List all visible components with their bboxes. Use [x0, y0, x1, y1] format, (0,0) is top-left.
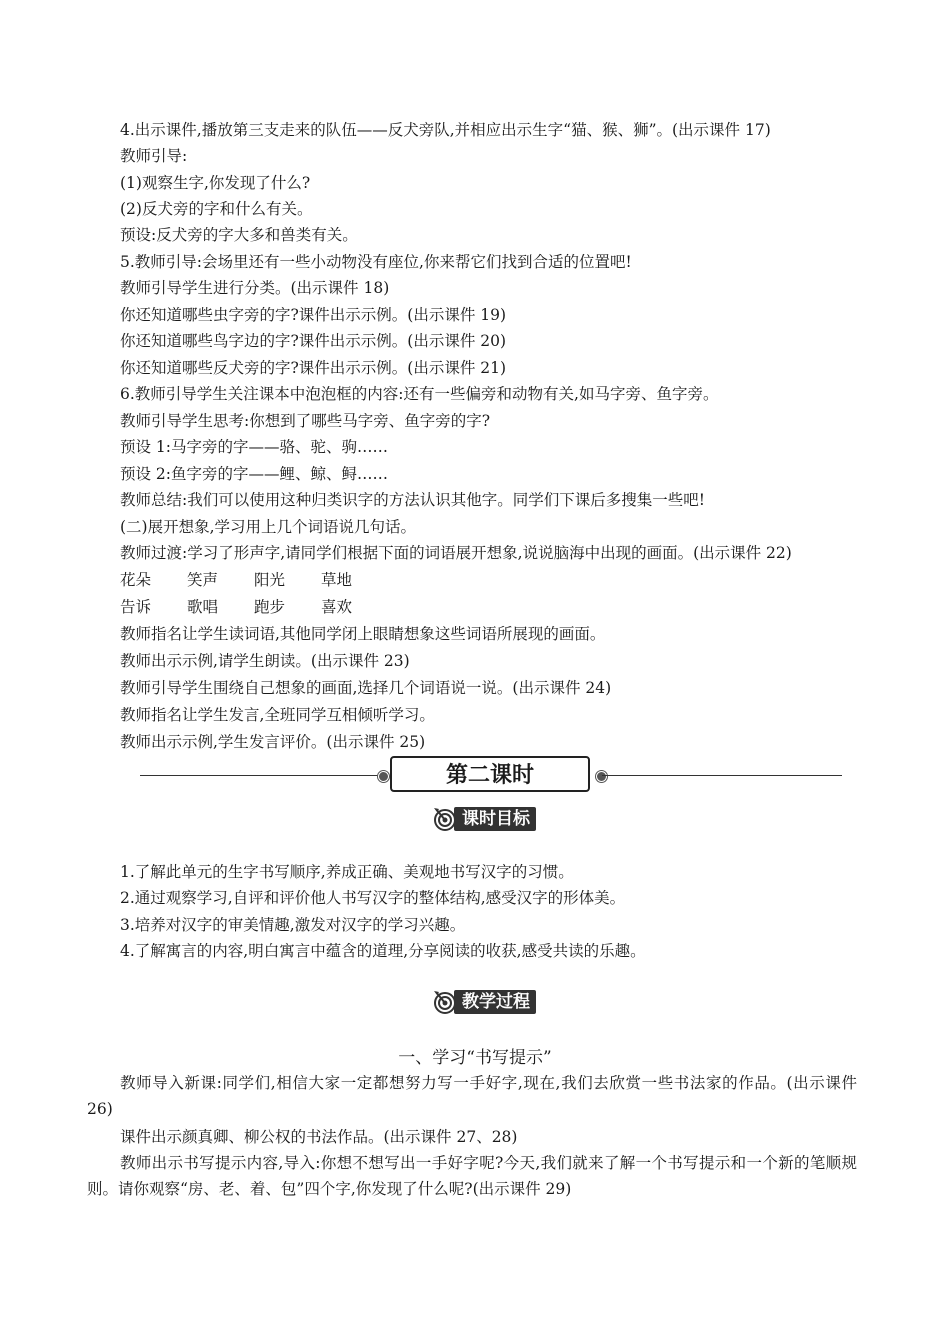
divider: [602, 775, 842, 776]
text-line: 预设 2:鱼字旁的字——鲤、鲸、鲟……: [120, 465, 389, 483]
word-row: [120, 594, 388, 620]
subsection-heading: (二)展开想象,学习用上几个词语说几句话。: [120, 518, 417, 536]
process-label: 教学过程: [454, 990, 536, 1014]
word: 花朵: [120, 571, 152, 589]
text-line: 教师引导学生围绕自己想象的画面,选择几个词语说一说。(出示课件 24): [120, 679, 612, 697]
paragraph: 教师出示书写提示内容,导入:你想不想写出一手好字呢?今天,我们就来了解一个书写提示和一个新的笔顺规则。请你观察“房、老、着、包”四个字,你发现了什么呢?(出示课件 29): [87, 1154, 857, 1198]
objective-item: 2.通过观察学习,自评和评价他人书写汉字的整体结构,感受汉字的形体美。: [120, 889, 626, 907]
paragraph: 课件出示颜真卿、柳公权的书法作品。(出示课件 27、28): [120, 1128, 518, 1146]
target-icon: [432, 806, 458, 832]
objective-item: 3.培养对汉字的审美情趣,激发对汉字的学习兴趣。: [120, 916, 466, 934]
word: 阳光: [254, 571, 286, 589]
text-line: 教师指名让学生发言,全班同学互相倾听学习。: [120, 706, 435, 724]
word: 告诉: [120, 598, 152, 616]
word: 笑声: [187, 571, 219, 589]
target-icon: [432, 989, 458, 1015]
text-line: 教师引导学生思考:你想到了哪些马字旁、鱼字旁的字?: [120, 412, 491, 430]
process-heading: 一、学习“书写提示”: [398, 1048, 552, 1068]
text-line: 教师过渡:学习了形声字,请同学们根据下面的词语展开想象,说说脑海中出现的画面。(出示课件 22): [120, 544, 792, 562]
text-line: 6.教师引导学生关注课本中泡泡框的内容:还有一些偏旁和动物有关,如马字旁、鱼字旁。: [120, 385, 719, 403]
text-line: 你还知道哪些鸟字边的字?课件出示示例。(出示课件 20): [120, 332, 507, 350]
word: 喜欢: [321, 598, 353, 616]
section-title: 第二课时: [390, 756, 590, 792]
word: 歌唱: [187, 598, 219, 616]
divider: [140, 775, 380, 776]
text-line: 教师出示示例,请学生朗读。(出示课件 23): [120, 652, 410, 670]
text-line: 你还知道哪些虫字旁的字?课件出示示例。(出示课件 19): [120, 306, 507, 324]
divider-dot: [378, 771, 389, 782]
objective-item: 4.了解寓言的内容,明白寓言中蕴含的道理,分享阅读的收获,感受共读的乐趣。: [120, 942, 646, 960]
word: 草地: [321, 571, 353, 589]
paragraph: 教师导入新课:同学们,相信大家一定都想努力写一手好字,现在,我们去欣赏一些书法家的作品。(出示课件 26): [87, 1074, 857, 1118]
text-line: 预设:反犬旁的字大多和兽类有关。: [120, 226, 358, 244]
text-line: 预设 1:马字旁的字——骆、驼、驹……: [120, 438, 389, 456]
section-banner: [140, 756, 842, 796]
text-line: 教师出示示例,学生发言评价。(出示课件 25): [120, 733, 426, 751]
text-line: 4.出示课件,播放第三支走来的队伍——反犬旁队,并相应出示生字“猫、猴、狮”。(出示课件 17): [120, 121, 771, 139]
text-line: (2)反犬旁的字和什么有关。: [120, 200, 313, 218]
objectives-label: 课时目标: [454, 807, 536, 831]
divider-dot: [596, 771, 607, 782]
text-line: 教师指名让学生读词语,其他同学闭上眼睛想象这些词语所展现的画面。: [120, 625, 606, 643]
text-line: 你还知道哪些反犬旁的字?课件出示示例。(出示课件 21): [120, 359, 507, 377]
process-badge: [432, 989, 536, 1015]
text-line: 5.教师引导:会场里还有一些小动物没有座位,你来帮它们找到合适的位置吧!: [120, 253, 632, 271]
text-line: 教师总结:我们可以使用这种归类识字的方法认识其他字。同学们下课后多搜集一些吧!: [120, 491, 705, 509]
text-line: 教师引导:: [120, 147, 188, 165]
objectives-badge: [432, 806, 536, 832]
text-line: 教师引导学生进行分类。(出示课件 18): [120, 279, 390, 297]
word: 跑步: [254, 598, 286, 616]
objective-item: 1.了解此单元的生字书写顺序,养成正确、美观地书写汉字的习惯。: [120, 863, 574, 881]
text-line: (1)观察生字,你发现了什么?: [120, 174, 311, 192]
word-row: [120, 567, 388, 593]
